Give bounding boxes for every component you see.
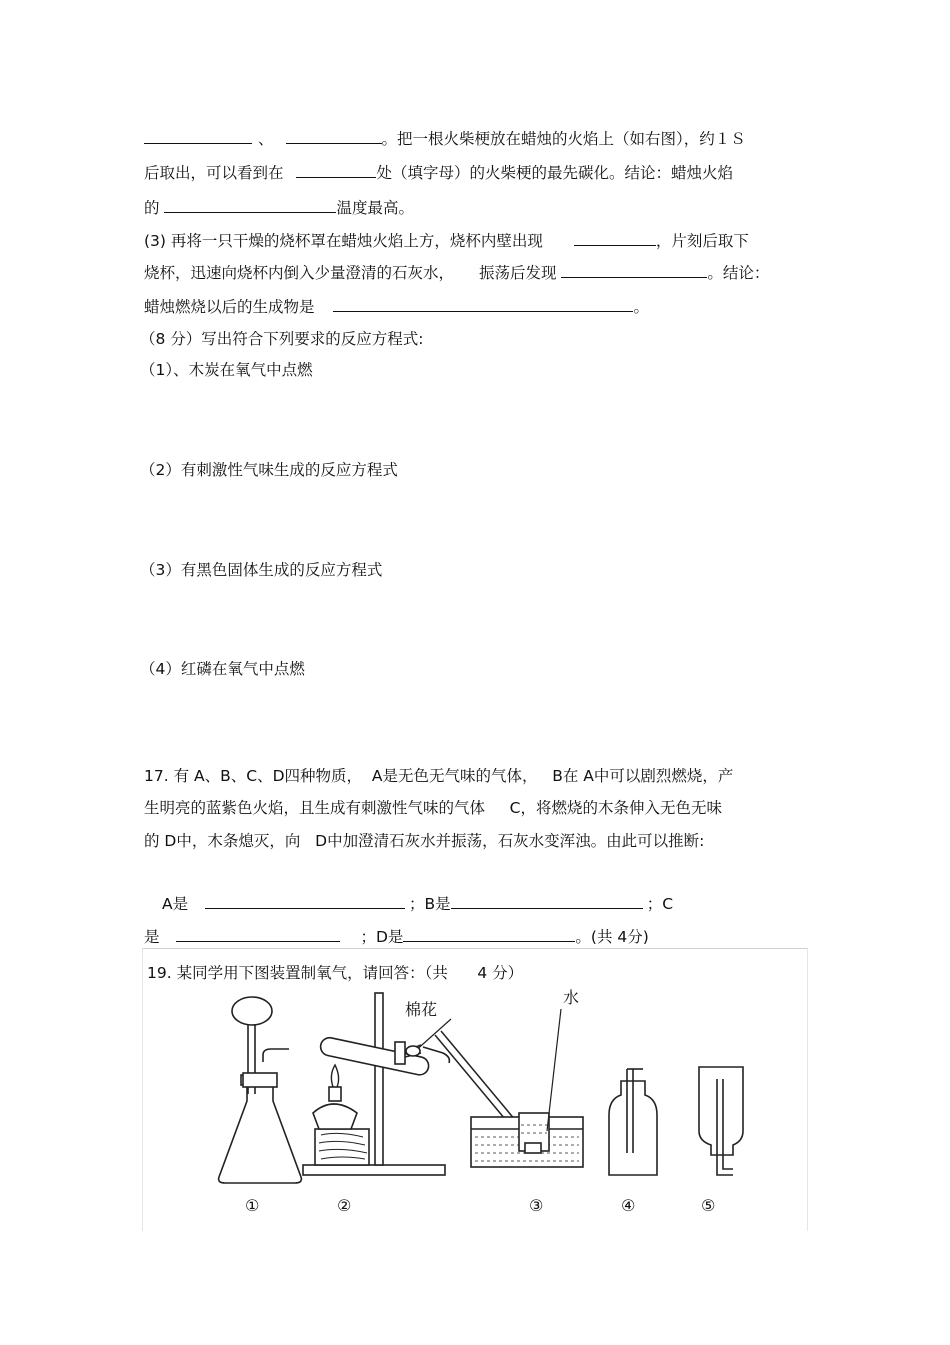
line-text: 。	[633, 298, 649, 316]
label-cotton: 棉花	[405, 1000, 438, 1019]
gas-bottle-inverted	[699, 1067, 743, 1175]
line-text: (3) 再将一只干燥的烧杯罩在蜡烛火焰上方，烧杯内壁出现	[144, 232, 543, 250]
answer-blank[interactable]	[144, 129, 252, 144]
q17-answer-line-1	[162, 894, 673, 914]
q16-item-2: （2）有刺激性气味生成的反应方程式	[140, 461, 398, 479]
line-text: 烧杯，迅速向烧杯内倒入少量澄清的石灰水，	[144, 264, 455, 282]
q19-figure-box	[142, 948, 808, 1231]
line-text: 蜡烛燃烧以后的生成物是	[144, 298, 315, 316]
q17-line-2: 生明亮的蓝紫色火焰，且生成有刺激性气味的气体 C，将燃烧的木条伸入无色无味	[144, 799, 722, 817]
line-text: 后取出，可以看到在	[144, 164, 284, 182]
label-apparatus-3: ③	[529, 1196, 544, 1215]
text-line-1	[144, 129, 746, 149]
q19-title: 19. 某同学用下图装置制氧气，请回答：（共 4 分）	[147, 964, 524, 982]
answer-c-blank[interactable]	[176, 927, 340, 942]
line-text: 振荡后发现	[478, 264, 557, 282]
answer-blank[interactable]	[561, 263, 707, 278]
text-line-2	[144, 163, 733, 183]
q17-line-3: 的 D中，木条熄灭，向 D中加澄清石灰水并振荡，石灰水变浑浊。由此可以推断:	[144, 832, 705, 850]
text-line-4	[144, 231, 749, 251]
answer-d-blank[interactable]	[403, 927, 575, 942]
line-text: 温度最高。	[336, 199, 414, 217]
water-trough-collection	[435, 1009, 583, 1167]
answer-b-label: ；B是	[409, 895, 451, 913]
score-note: 。(共 4分)	[575, 928, 649, 946]
text-line-6	[144, 297, 649, 317]
line-text: 。把一根火柴梗放在蜡烛的火焰上（如右图），约１Ｓ	[381, 130, 746, 148]
label-water: 水	[563, 988, 580, 1007]
text-line-3	[144, 198, 414, 218]
q16-item-3: （3）有黑色固体生成的反应方程式	[140, 561, 383, 579]
apparatus-diagram	[143, 949, 807, 1231]
label-apparatus-1: ①	[245, 1196, 260, 1215]
q16-item-1: （1）、木炭在氧气中点燃	[140, 361, 313, 379]
test-tube-heating-setup	[303, 993, 451, 1175]
label-apparatus-4: ④	[621, 1196, 636, 1215]
line-text: ，片刻后取下	[655, 232, 749, 250]
gas-bottle-upward	[609, 1069, 657, 1175]
answer-a-blank[interactable]	[205, 894, 405, 909]
line-text: 处（填字母）的火柴梗的最先碳化。结论：蜡烛火焰	[376, 164, 733, 182]
answer-blank[interactable]	[164, 198, 336, 213]
label-apparatus-2: ②	[337, 1196, 352, 1215]
conical-flask-with-funnel	[219, 997, 302, 1183]
q16-item-4: （4）红磷在氧气中点燃	[140, 660, 305, 678]
q16-title: （8 分）写出符合下列要求的反应方程式:	[140, 330, 424, 348]
line-text: 的	[144, 199, 160, 217]
answer-d-label: ；D是	[360, 928, 404, 946]
answer-b-blank[interactable]	[451, 894, 643, 909]
answer-blank[interactable]	[574, 231, 656, 246]
q17-answer-line-2	[144, 927, 649, 947]
answer-c-label: ；C	[646, 895, 674, 913]
answer-blank[interactable]	[296, 163, 376, 178]
separator: 、	[258, 130, 274, 148]
answer-blank[interactable]	[286, 129, 382, 144]
answer-c-label-cont: 是	[144, 928, 160, 946]
text-line-5	[144, 263, 769, 283]
q17-line-1: 17. 有 A、B、C、D四种物质， A是无色无气味的气体， B在 A中可以剧烈燃烧，产	[144, 767, 734, 785]
label-apparatus-5: ⑤	[701, 1196, 716, 1215]
answer-blank[interactable]	[333, 297, 633, 312]
answer-a-label: A是	[162, 895, 189, 913]
line-text: 。结论：	[707, 264, 770, 282]
